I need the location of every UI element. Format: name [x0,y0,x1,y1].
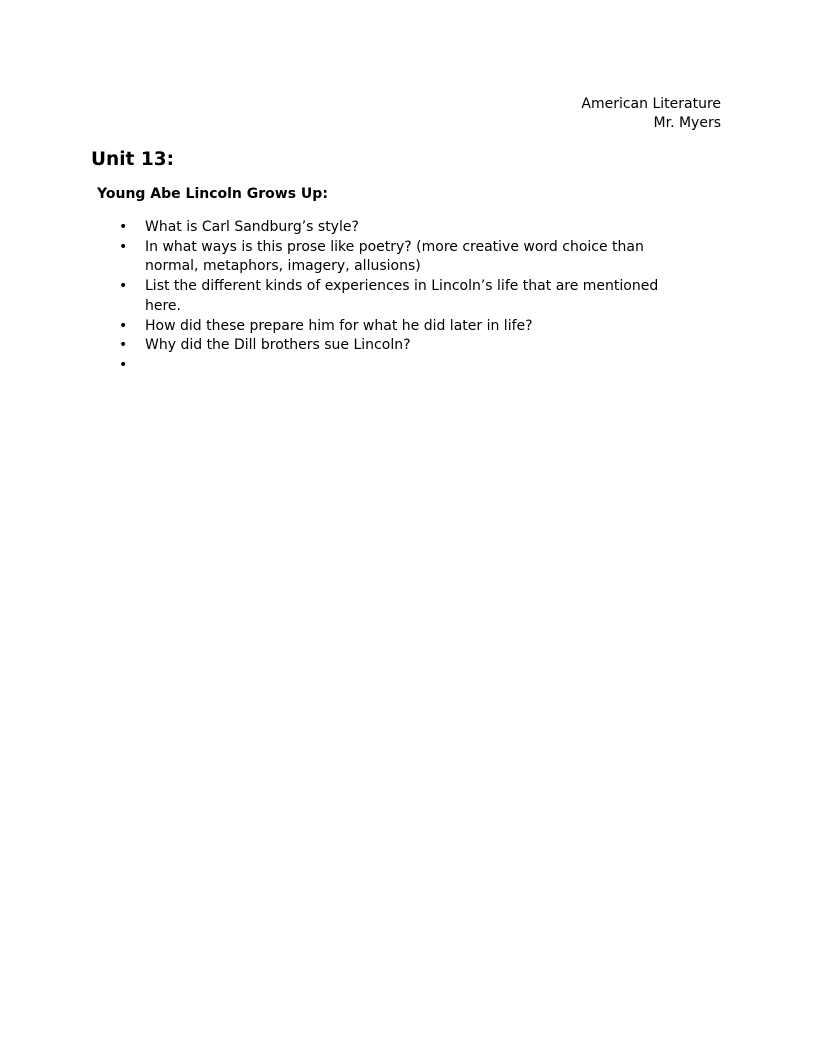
bullet-icon: • [119,219,128,235]
question-text [145,356,690,376]
bullet-icon: • [119,317,128,334]
bullet-icon: • [119,337,128,354]
list-item [0,238,690,277]
list-item [0,356,690,376]
bullet-icon: • [119,238,128,255]
header-block [581,95,721,133]
question-text: What is Carl Sandburg’s style? [145,219,359,235]
bullet-icon: • [119,278,128,295]
list-item [0,336,690,356]
list-item [0,218,690,238]
question-text: List the different kinds of experiences in Lincoln’s life that are mentioned here. [145,278,659,314]
question-text: Why did the Dill brothers sue Lincoln? [145,337,411,354]
bullet-icon: • [119,356,128,373]
list-item [0,277,690,316]
section-title: Young Abe Lincoln Grows Up: [97,186,328,202]
question-list [0,218,720,376]
question-text: How did these prepare him for what he did later in life? [145,317,533,334]
question-text: In what ways is this prose like poetry? (more creative word choice than normal, metaphors, imagery, allusions) [145,238,644,275]
list-item [0,317,690,337]
course-name: American Literature [581,96,721,112]
unit-title: Unit 13: [91,149,174,170]
teacher-name: Mr. Myers [653,115,721,131]
